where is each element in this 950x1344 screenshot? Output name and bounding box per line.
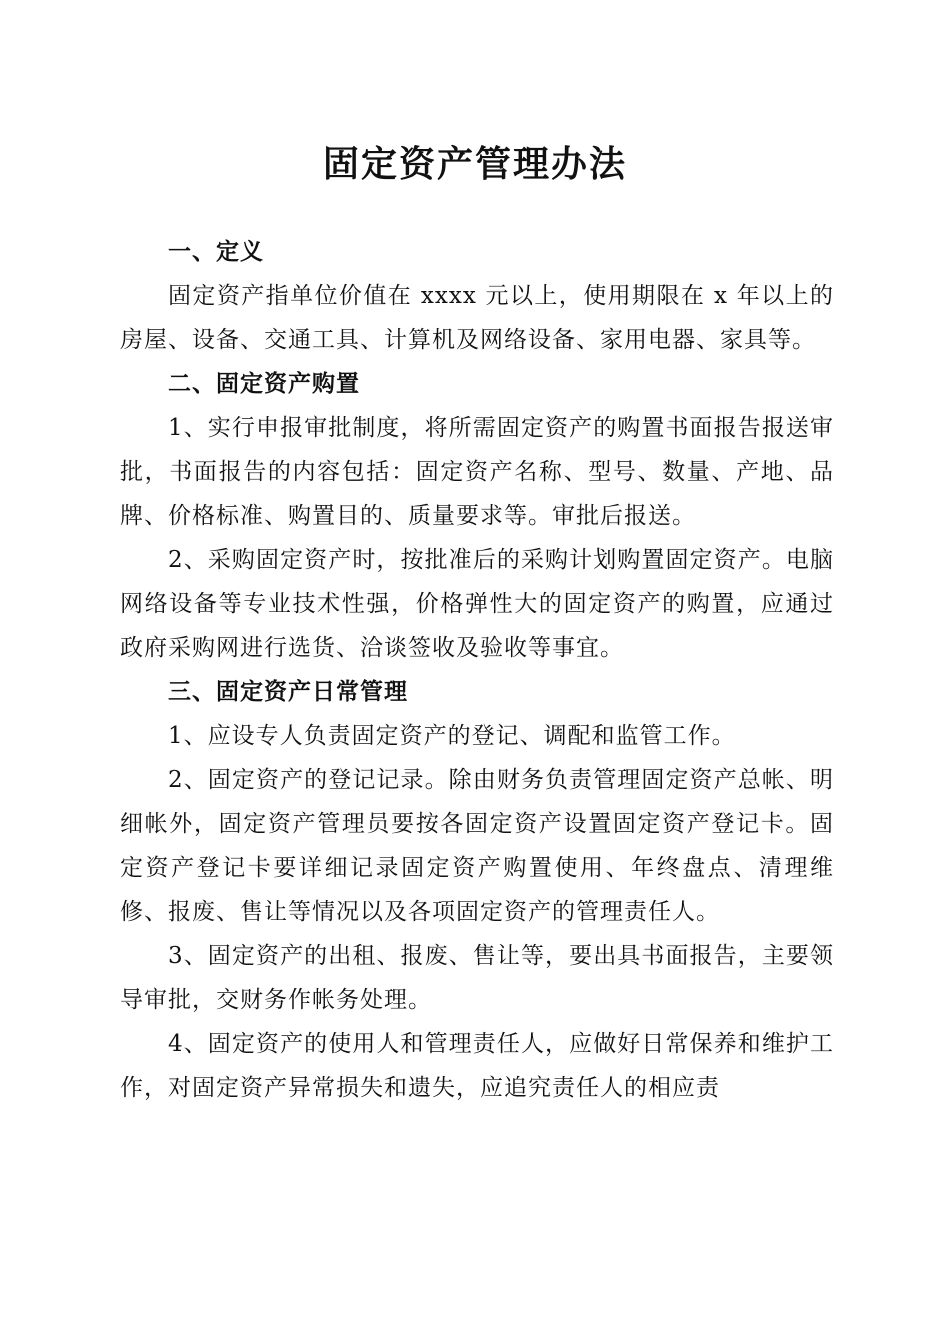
section-heading: 三、固定资产日常管理 (168, 679, 408, 705)
paragraph: 1、实行申报审批制度，将所需固定资产的购置书面报告报送审批，书面报告的内容包括：固定资产名称、型号、数量、产地、品牌、价格标准、购置目的、质量要求等。审批后报送。 (120, 415, 834, 529)
section-heading: 一、定义 (168, 239, 264, 265)
paragraph: 1、应设专人负责固定资产的登记、调配和监管工作。 (168, 723, 736, 749)
section-purchase (120, 362, 834, 670)
section-daily-management (120, 670, 834, 1110)
paragraph: 2、采购固定资产时，按批准后的采购计划购置固定资产。电脑网络设备等专业技术性强，价格弹性大的固定资产的购置，应通过政府采购网进行选货、洽谈签收及验收等事宜。 (120, 547, 834, 661)
document-title: 固定资产管理办法 (322, 143, 627, 185)
paragraph: 4、固定资产的使用人和管理责任人，应做好日常保养和维护工作，对固定资产异常损失和遗失，应追究责任人的相应责 (120, 1031, 834, 1101)
paragraph: 2、固定资产的登记记录。除由财务负责管理固定资产总帐、明细帐外，固定资产管理员要按各固定资产设置固定资产登记卡。固定资产登记卡要详细记录固定资产购置使用、年终盘点、清理维修、报废、售让等情况以及各项固定资产的管理责任人。 (120, 767, 834, 925)
paragraph: 固定资产指单位价值在 xxxx 元以上，使用期限在 x 年以上的房屋、设备、交通工具、计算机及网络设备、家用电器、家具等。 (120, 283, 834, 353)
section-definition (120, 230, 834, 362)
document-body (120, 230, 834, 1110)
paragraph: 3、固定资产的出租、报废、售让等，要出具书面报告，主要领导审批，交财务作帐务处理。 (120, 943, 834, 1013)
section-heading: 二、固定资产购置 (168, 371, 360, 397)
